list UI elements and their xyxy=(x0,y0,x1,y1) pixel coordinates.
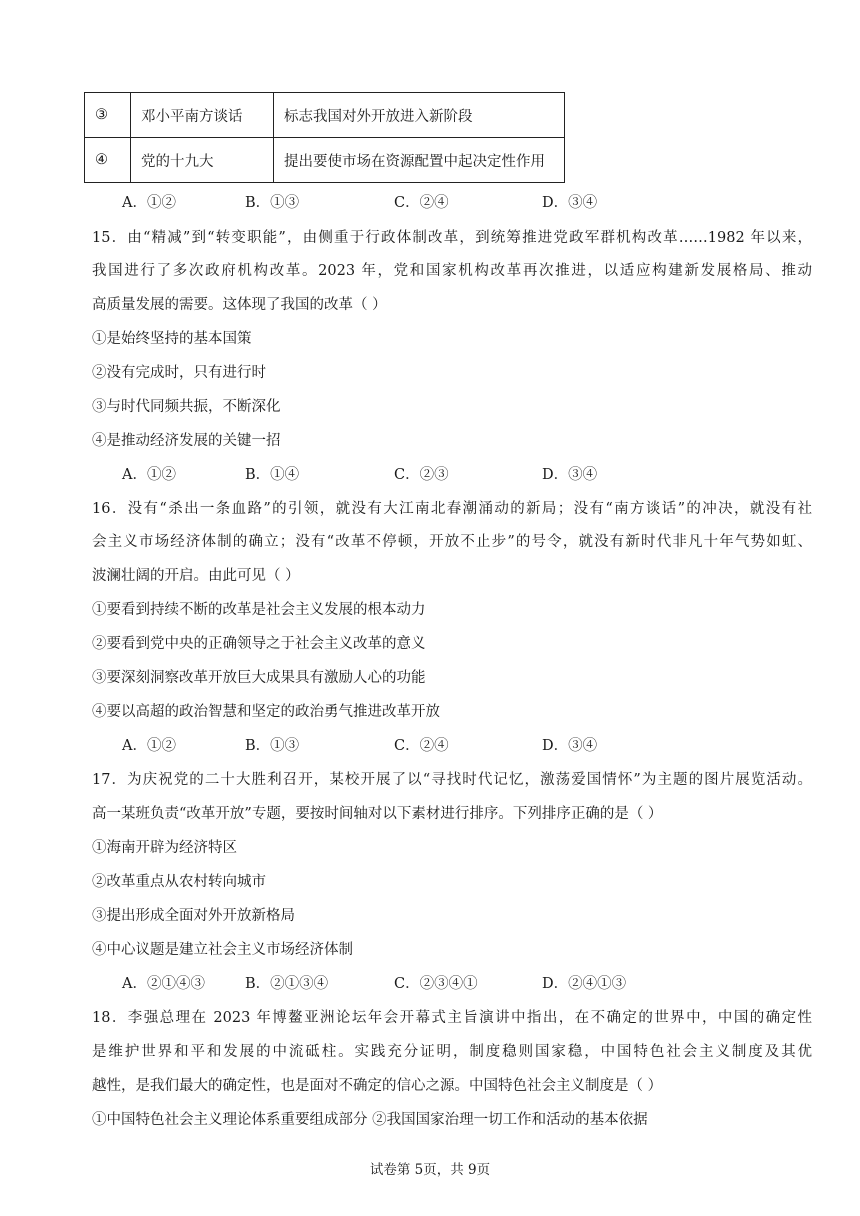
table-row xyxy=(85,138,565,183)
q15-stem-line-3: 高质量发展的需要。这体现了我国的改革（ ） xyxy=(92,297,387,313)
table-row xyxy=(85,93,565,138)
option-c: C．②④ xyxy=(394,195,449,211)
q16-stem-line-3: 波澜壮阔的开启。由此可见（ ） xyxy=(92,568,300,584)
q16-statement-4: ④要以高超的政治智慧和坚定的政治勇气推进改革开放 xyxy=(92,704,440,720)
option-c: C．②③ xyxy=(394,467,449,483)
q16-stem-line-1: 16．没有“杀出一条血路”的引领，就没有大江南北春潮涌动的新局；没有“南方谈话”的冲决，就没有社 xyxy=(92,501,812,517)
q16-statement-3: ③要深刻洞察改革开放巨大成果具有激励人心的功能 xyxy=(92,670,426,686)
q17-statement-3: ③提出形成全面对外开放新格局 xyxy=(92,908,295,924)
q17-statement-2: ②改革重点从农村转向城市 xyxy=(92,874,266,890)
q17-stem-line-2: 高一某班负责“改革开放”专题，要按时间轴对以下素材进行排序。下列排序正确的是（ ） xyxy=(92,806,663,822)
option-d: D．③④ xyxy=(542,195,598,211)
q18-stem-line-3: 越性，是我们最大的确定性，也是面对不确定的信心之源。中国特色社会主义制度是（ ） xyxy=(92,1078,663,1094)
q18-stem-line-2: 是维护世界和平和发展的中流砥柱。实践充分证明，制度稳则国家稳，中国特色社会主义制度及其优 xyxy=(92,1044,812,1060)
option-d: D．②④①③ xyxy=(542,976,627,992)
q18-stem-line-1: 18．李强总理在 2023 年博鳌亚洲论坛年会开幕式主旨演讲中指出，在不确定的世界中，中国的确定性 xyxy=(92,1010,812,1026)
answer-table xyxy=(84,92,565,183)
q16-statement-1: ①要看到持续不断的改革是社会主义发展的根本动力 xyxy=(92,602,426,618)
q18-statements-line: ①中国特色社会主义理论体系重要组成部分 ②我国国家治理一切工作和活动的基本依据 xyxy=(92,1112,648,1128)
page-footer: 试卷第 5页，共 9页 xyxy=(369,1162,491,1178)
q17-statement-4: ④中心议题是建立社会主义市场经济体制 xyxy=(92,942,353,958)
table-cell: 邓小平南方谈话 xyxy=(131,93,274,138)
q15-statement-2: ②没有完成时，只有进行时 xyxy=(92,365,266,381)
q15-statement-4: ④是推动经济发展的关键一招 xyxy=(92,433,281,449)
q16-statement-2: ②要看到党中央的正确领导之于社会主义改革的意义 xyxy=(92,636,426,652)
option-d: D．③④ xyxy=(542,738,598,754)
option-d: D．③④ xyxy=(542,467,598,483)
table-cell: 标志我国对外开放进入新阶段 xyxy=(274,93,565,138)
q15-statement-3: ③与时代同频共振，不断深化 xyxy=(92,399,281,415)
option-a: A．①② xyxy=(122,467,176,483)
q15-stem-line-2: 我国进行了多次政府机构改革。2023 年，党和国家机构改革再次推进，以适应构建新发展格局、推动 xyxy=(92,263,812,279)
option-b: B．①③ xyxy=(245,195,300,211)
option-b: B．①③ xyxy=(245,738,300,754)
option-a: A．①② xyxy=(122,738,176,754)
table-cell: 提出要使市场在资源配置中起决定性作用 xyxy=(274,138,565,183)
q15-statement-1: ①是始终坚持的基本国策 xyxy=(92,331,252,347)
option-a: A．②①④③ xyxy=(122,976,205,992)
table-cell: ③ xyxy=(85,93,131,138)
option-b: B．②①③④ xyxy=(245,976,329,992)
q17-stem-line-1: 17．为庆祝党的二十大胜利召开，某校开展了以“寻找时代记忆，激荡爱国情怀”为主题的图片展览活动。 xyxy=(92,772,812,788)
q16-stem-line-2: 会主义市场经济体制的确立；没有“改革不停顿，开放不止步”的号令，就没有新时代非凡十年气势如虹、 xyxy=(92,534,812,550)
table-cell: 党的十九大 xyxy=(131,138,274,183)
option-c: C．②③④① xyxy=(394,976,478,992)
option-b: B．①④ xyxy=(245,467,300,483)
option-a: A．①② xyxy=(122,195,176,211)
q17-statement-1: ①海南开辟为经济特区 xyxy=(92,840,237,856)
table-cell: ④ xyxy=(85,138,131,183)
q15-stem-line-1: 15．由“精减”到“转变职能”，由侧重于行政体制改革，到统筹推进党政军群机构改革……1982 年以来， xyxy=(92,230,812,246)
option-c: C．②④ xyxy=(394,738,449,754)
